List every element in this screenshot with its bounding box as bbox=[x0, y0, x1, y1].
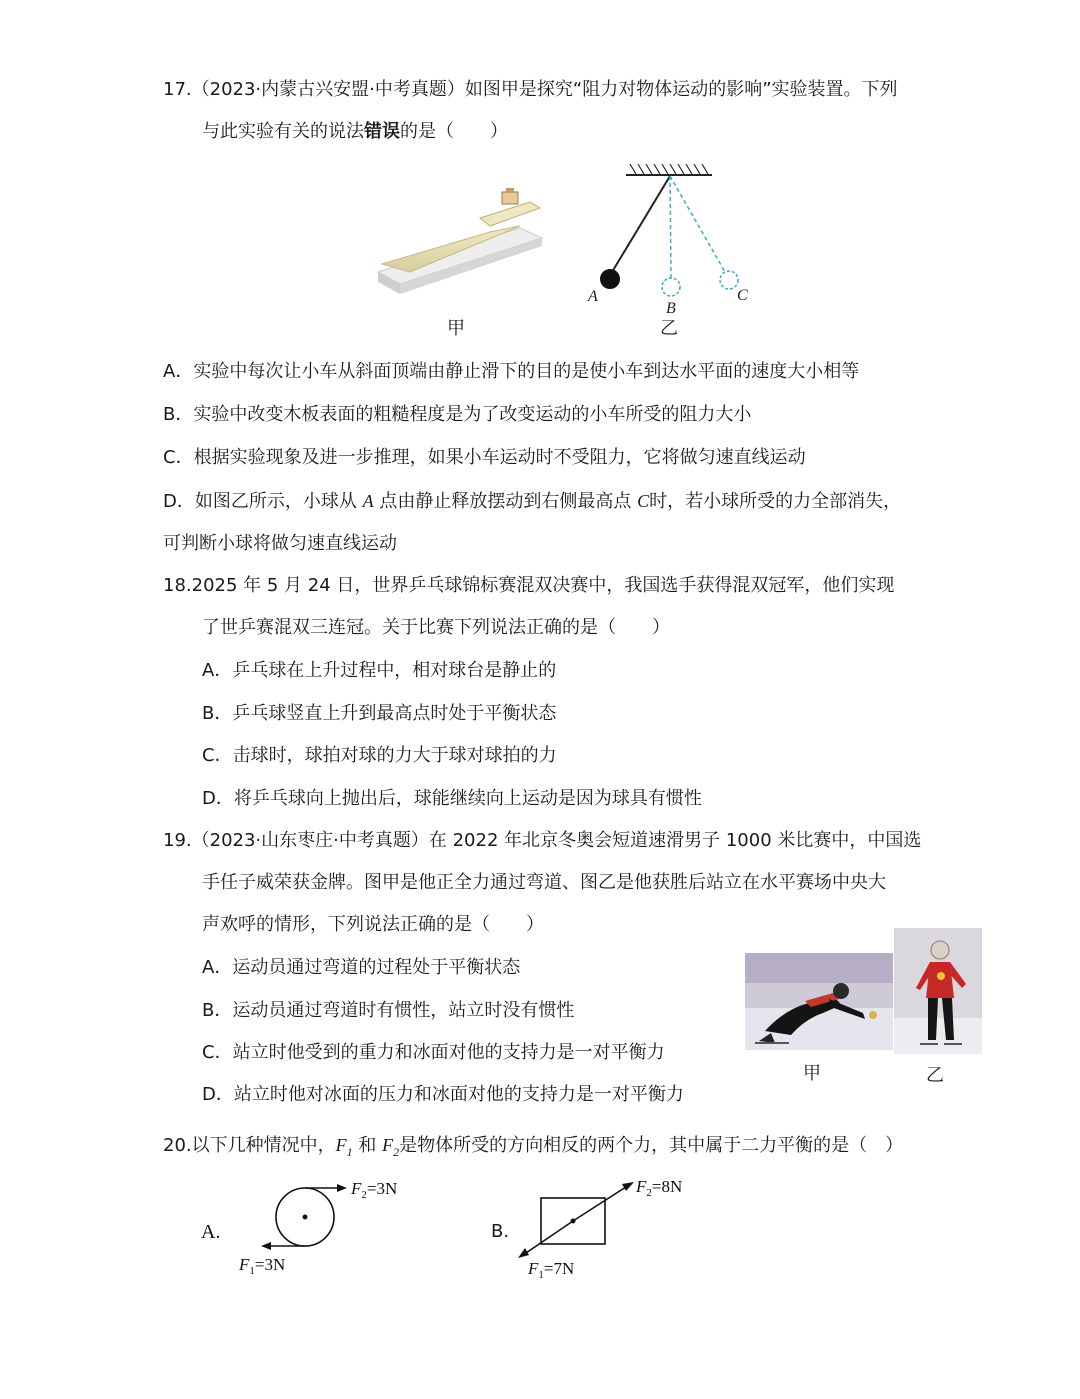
q18-option-d: D．将乒乓球向上抛出后，球能继续向上运动是因为球具有惯性 bbox=[202, 788, 702, 809]
q20-a-label-f1: $F_1=3N$ bbox=[239, 1255, 286, 1277]
q17-toy-cart bbox=[502, 192, 518, 204]
q17-stem-tail: 的是（ ） bbox=[400, 121, 508, 142]
q17-stem-text: 与此实验有关的说法 bbox=[202, 121, 364, 142]
q17-option-c: C．根据实验现象及进一步推理，如果小车运动时不受阻力，它将做匀速直线运动 bbox=[163, 447, 806, 468]
q20-figure-b bbox=[510, 1168, 710, 1284]
q20-a-arrow-f1 bbox=[261, 1242, 271, 1250]
q18-stem-line2: 了世乒赛混双三连冠。关于比赛下列说法正确的是（ ） bbox=[202, 617, 670, 638]
q20-stem-text1: 20.以下几种情况中， bbox=[163, 1135, 336, 1156]
q19-photo-label-jia: 甲 bbox=[803, 1063, 821, 1084]
q19-option-a: A．运动员通过弯道的过程处于平衡状态 bbox=[202, 957, 521, 978]
q17-stem-line1: 17.（2023·内蒙古兴安盟·中考真题）如图甲是探究“阻力对物体运动的影响”实验装置。下列 bbox=[163, 79, 898, 100]
pendulum-ball-b bbox=[662, 278, 680, 296]
q20-stem bbox=[163, 1133, 903, 1164]
q17-figure-label-yi: 乙 bbox=[660, 318, 678, 339]
q17-option-d bbox=[163, 489, 901, 514]
q19-photo-skater-curve bbox=[745, 953, 893, 1050]
q18-option-b: B．乒乓球竖直上升到最高点时处于平衡状态 bbox=[202, 703, 557, 724]
pendulum-string bbox=[612, 176, 670, 272]
q19-stem-line3: 声欢呼的情形，下列说法正确的是（ ） bbox=[202, 914, 544, 935]
q20-stem-text2: 是物体所受的方向相反的两个力，其中属于二力平衡的是（ ） bbox=[399, 1135, 904, 1156]
q17-figure-pendulum bbox=[580, 160, 750, 320]
q20-stem-f2: $F_2$ bbox=[382, 1135, 400, 1159]
q19-option-d: D．站立时他对冰面的压力和冰面对他的支持力是一对平衡力 bbox=[202, 1084, 684, 1105]
q19-stem-line1: 19.（2023·山东枣庄·中考真题）在 2022 年北京冬奥会短道速滑男子 1000 米比赛中，中国选 bbox=[163, 830, 922, 851]
pendulum-label-c: C bbox=[737, 287, 748, 304]
pendulum-label-b: B bbox=[666, 300, 676, 317]
q20-b-label-f1: $F_1=7N$ bbox=[528, 1259, 575, 1281]
q20-b-option-label: B. bbox=[491, 1221, 510, 1242]
pendulum-ball-c bbox=[720, 271, 738, 289]
pendulum-label-a: A bbox=[588, 288, 598, 305]
q17-option-d-text2: 点由静止释放摆动到右侧最高点 bbox=[379, 491, 632, 512]
q20-b-arrow-f2 bbox=[622, 1182, 634, 1191]
q17-option-d-var-a: A bbox=[362, 491, 374, 511]
q17-figure-ramp bbox=[370, 180, 560, 300]
q17-option-b: B．实验中改变木板表面的粗糙程度是为了改变运动的小车所受的阻力大小 bbox=[163, 404, 752, 425]
q18-stem-line1: 18.2025 年 5 月 24 日，世界乒乓球锦标赛混双决赛中，我国选手获得混双冠军，他们实现 bbox=[163, 575, 895, 596]
q17-option-a: A．实验中每次让小车从斜面顶端由静止滑下的目的是使小车到达水平面的速度大小相等 bbox=[163, 361, 860, 382]
pendulum-ball-a bbox=[600, 269, 620, 289]
q17-option-d-var-c: C bbox=[637, 491, 650, 511]
q20-a-label-f2: $F_2=3N$ bbox=[351, 1179, 398, 1201]
q19-stem-line2: 手任子威荣获金牌。图甲是他正全力通过弯道、图乙是他获胜后站立在水平赛场中央大 bbox=[202, 872, 886, 893]
q20-stem-f1: $F_1$ bbox=[335, 1135, 353, 1159]
q20-b-arrow-f1 bbox=[518, 1248, 529, 1258]
q20-figure-a bbox=[195, 1170, 425, 1280]
q17-option-d-text1: D．如图乙所示，小球从 bbox=[163, 491, 357, 512]
q17-figure-label-jia: 甲 bbox=[447, 318, 465, 339]
q17-emphasis-wrong: 错误 bbox=[364, 121, 400, 142]
q19-photo-label-yi: 乙 bbox=[926, 1065, 944, 1086]
q20-a-arrow-f2 bbox=[337, 1184, 347, 1192]
q17-option-d-line2: 可判断小球将做匀速直线运动 bbox=[163, 533, 397, 554]
q19-photo-skater-standing bbox=[894, 928, 982, 1054]
q20-a-option-label: A. bbox=[201, 1221, 221, 1243]
q17-stem-line2 bbox=[202, 120, 508, 144]
q19-option-c: C．站立时他受到的重力和冰面对他的支持力是一对平衡力 bbox=[202, 1042, 665, 1063]
q20-b-label-f2: $F_2=8N$ bbox=[636, 1177, 683, 1199]
q19-option-b: B．运动员通过弯道时有惯性，站立时没有惯性 bbox=[202, 1000, 575, 1021]
q20-stem-and: 和 bbox=[358, 1135, 377, 1156]
q18-option-c: C．击球时，球拍对球的力大于球对球拍的力 bbox=[202, 745, 557, 766]
q17-option-d-text3: 时，若小球所受的力全部消失， bbox=[649, 491, 902, 512]
q18-option-a: A．乒乓球在上升过程中，相对球台是静止的 bbox=[202, 660, 557, 681]
